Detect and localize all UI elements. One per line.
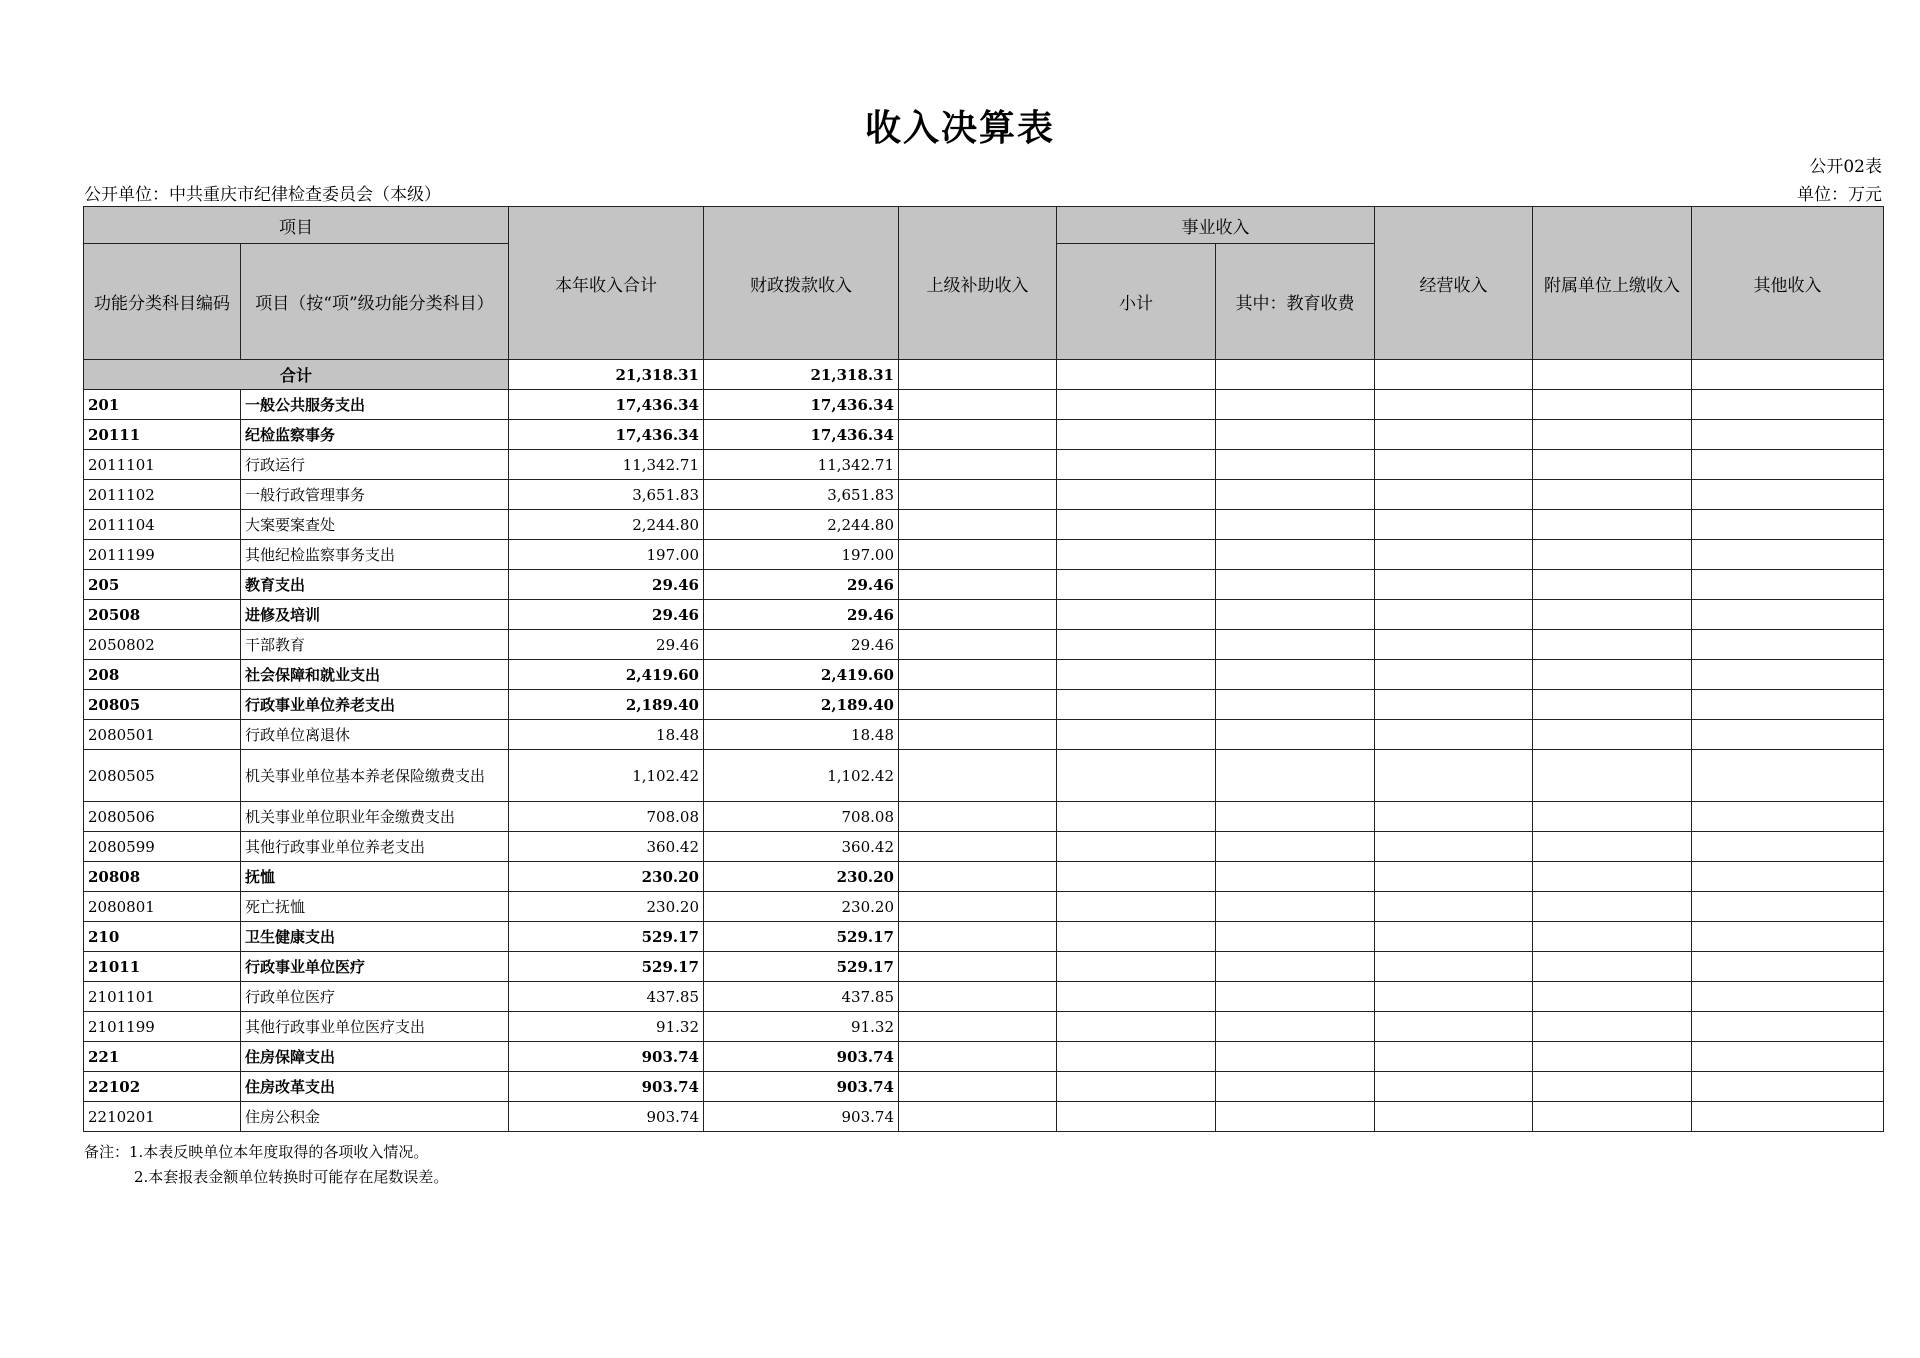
empty-cell <box>1375 480 1533 510</box>
empty-cell <box>1375 1102 1533 1132</box>
empty-cell <box>1533 832 1692 862</box>
cell-name: 死亡抚恤 <box>241 892 509 922</box>
cell-total: 2,189.40 <box>509 690 704 720</box>
empty-cell <box>1533 1102 1692 1132</box>
cell-code: 2101199 <box>84 1012 241 1042</box>
empty-cell <box>1533 630 1692 660</box>
table-row <box>84 420 1884 450</box>
cell-name: 住房保障支出 <box>241 1042 509 1072</box>
header-business: 事业收入 <box>1057 207 1375 244</box>
empty-cell <box>1216 690 1375 720</box>
cell-total: 11,342.71 <box>509 450 704 480</box>
empty-cell <box>1375 630 1533 660</box>
cell-code: 20808 <box>84 862 241 892</box>
empty-cell <box>1692 720 1884 750</box>
empty-cell <box>1057 630 1216 660</box>
table-row <box>84 1102 1884 1132</box>
cell-total: 903.74 <box>509 1042 704 1072</box>
table-row <box>84 630 1884 660</box>
cell-code: 2210201 <box>84 1102 241 1132</box>
empty-cell <box>1375 892 1533 922</box>
empty-cell <box>1216 832 1375 862</box>
cell-code: 2080801 <box>84 892 241 922</box>
cell-total: 529.17 <box>509 922 704 952</box>
empty-cell <box>1216 922 1375 952</box>
cell-name: 卫生健康支出 <box>241 922 509 952</box>
empty-cell <box>1692 750 1884 802</box>
empty-cell <box>1216 1012 1375 1042</box>
cell-total: 29.46 <box>509 600 704 630</box>
empty-cell <box>1375 1072 1533 1102</box>
cell-code: 2050802 <box>84 630 241 660</box>
total-label: 合计 <box>84 360 509 390</box>
empty-cell <box>1692 630 1884 660</box>
empty-cell <box>1057 570 1216 600</box>
cell-code: 2011101 <box>84 450 241 480</box>
empty-cell <box>1533 1042 1692 1072</box>
cell-fiscal: 17,436.34 <box>704 390 899 420</box>
empty-cell <box>1057 802 1216 832</box>
header-total: 本年收入合计 <box>509 207 704 360</box>
empty-cell <box>1057 1042 1216 1072</box>
empty-cell <box>1216 1042 1375 1072</box>
empty-cell <box>1216 540 1375 570</box>
cell-name: 教育支出 <box>241 570 509 600</box>
empty-cell <box>1216 570 1375 600</box>
header-subtotal: 小计 <box>1057 244 1216 360</box>
empty-cell <box>899 892 1057 922</box>
cell-code: 210 <box>84 922 241 952</box>
cell-name: 行政事业单位养老支出 <box>241 690 509 720</box>
empty-cell <box>1216 982 1375 1012</box>
cell-code: 205 <box>84 570 241 600</box>
cell-name: 进修及培训 <box>241 600 509 630</box>
table-row <box>84 982 1884 1012</box>
empty-cell <box>1216 1072 1375 1102</box>
cell-total: 529.17 <box>509 952 704 982</box>
empty-cell <box>1057 1102 1216 1132</box>
cell-fiscal: 529.17 <box>704 952 899 982</box>
empty-cell <box>899 540 1057 570</box>
empty-cell <box>899 570 1057 600</box>
empty-cell <box>1375 750 1533 802</box>
empty-cell <box>1216 600 1375 630</box>
cell-total: 18.48 <box>509 720 704 750</box>
empty-cell <box>1375 510 1533 540</box>
cell-code: 2080599 <box>84 832 241 862</box>
empty-cell <box>1057 450 1216 480</box>
cell-fiscal: 29.46 <box>704 570 899 600</box>
cell-code: 20508 <box>84 600 241 630</box>
table-row <box>84 390 1884 420</box>
cell-fiscal: 11,342.71 <box>704 450 899 480</box>
empty-cell <box>1533 390 1692 420</box>
empty-cell <box>1375 660 1533 690</box>
empty-cell <box>1375 952 1533 982</box>
header-fiscal: 财政拨款收入 <box>704 207 899 360</box>
empty-cell <box>1057 360 1216 390</box>
empty-cell <box>899 1042 1057 1072</box>
empty-cell <box>1375 600 1533 630</box>
empty-cell <box>1375 720 1533 750</box>
empty-cell <box>1057 982 1216 1012</box>
header-edu: 其中：教育收费 <box>1216 244 1375 360</box>
form-number: 公开02表 <box>1809 157 1882 177</box>
table-row <box>84 862 1884 892</box>
table-row <box>84 690 1884 720</box>
empty-cell <box>1216 952 1375 982</box>
empty-cell <box>1057 1072 1216 1102</box>
empty-cell <box>899 862 1057 892</box>
cell-name: 住房公积金 <box>241 1102 509 1132</box>
empty-cell <box>899 720 1057 750</box>
empty-cell <box>1216 450 1375 480</box>
empty-cell <box>1692 540 1884 570</box>
empty-cell <box>1375 450 1533 480</box>
cell-total: 17,436.34 <box>509 420 704 450</box>
cell-code: 201 <box>84 390 241 420</box>
empty-cell <box>1375 1042 1533 1072</box>
empty-cell <box>899 510 1057 540</box>
cell-total: 708.08 <box>509 802 704 832</box>
empty-cell <box>899 1012 1057 1042</box>
cell-name: 其他行政事业单位养老支出 <box>241 832 509 862</box>
empty-cell <box>1375 982 1533 1012</box>
empty-cell <box>1216 420 1375 450</box>
cell-name: 其他纪检监察事务支出 <box>241 540 509 570</box>
header-project: 项目 <box>84 207 509 244</box>
cell-fiscal: 529.17 <box>704 922 899 952</box>
cell-total: 2,244.80 <box>509 510 704 540</box>
empty-cell <box>1216 390 1375 420</box>
empty-cell <box>1692 1072 1884 1102</box>
empty-cell <box>899 922 1057 952</box>
empty-cell <box>1216 360 1375 390</box>
empty-cell <box>1533 982 1692 1012</box>
note-2: 2.本套报表金额单位转换时可能存在尾数误差。 <box>134 1168 449 1186</box>
cell-name: 大案要案查处 <box>241 510 509 540</box>
cell-total: 91.32 <box>509 1012 704 1042</box>
empty-cell <box>1692 952 1884 982</box>
empty-cell <box>1692 1102 1884 1132</box>
cell-fiscal: 708.08 <box>704 802 899 832</box>
empty-cell <box>1692 510 1884 540</box>
cell-fiscal: 29.46 <box>704 630 899 660</box>
empty-cell <box>1057 832 1216 862</box>
empty-cell <box>1057 750 1216 802</box>
cell-code: 22102 <box>84 1072 241 1102</box>
empty-cell <box>1375 420 1533 450</box>
empty-cell <box>1375 690 1533 720</box>
empty-cell <box>1692 1012 1884 1042</box>
cell-fiscal: 17,436.34 <box>704 420 899 450</box>
empty-cell <box>1216 720 1375 750</box>
cell-fiscal: 2,419.60 <box>704 660 899 690</box>
cell-fiscal: 230.20 <box>704 862 899 892</box>
empty-cell <box>899 390 1057 420</box>
cell-total: 230.20 <box>509 862 704 892</box>
empty-cell <box>1533 750 1692 802</box>
cell-code: 2101101 <box>84 982 241 1012</box>
empty-cell <box>1533 952 1692 982</box>
cell-code: 21011 <box>84 952 241 982</box>
cell-name: 行政事业单位医疗 <box>241 952 509 982</box>
header-item: 项目（按“项”级功能分类科目） <box>241 244 509 360</box>
table-row <box>84 802 1884 832</box>
empty-cell <box>1057 600 1216 630</box>
empty-cell <box>899 690 1057 720</box>
table-row <box>84 1042 1884 1072</box>
cell-code: 2080505 <box>84 750 241 802</box>
cell-name: 一般行政管理事务 <box>241 480 509 510</box>
empty-cell <box>1057 892 1216 922</box>
empty-cell <box>1533 510 1692 540</box>
notes <box>84 1140 448 1190</box>
empty-cell <box>899 450 1057 480</box>
empty-cell <box>1216 1102 1375 1132</box>
table-row <box>84 922 1884 952</box>
cell-total: 903.74 <box>509 1102 704 1132</box>
cell-name: 一般公共服务支出 <box>241 390 509 420</box>
income-table <box>83 206 1884 1132</box>
empty-cell <box>1692 862 1884 892</box>
empty-cell <box>1375 540 1533 570</box>
empty-cell <box>1692 600 1884 630</box>
empty-cell <box>1533 720 1692 750</box>
empty-cell <box>1057 952 1216 982</box>
cell-code: 2080501 <box>84 720 241 750</box>
empty-cell <box>899 952 1057 982</box>
table-row <box>84 540 1884 570</box>
empty-cell <box>1057 690 1216 720</box>
empty-cell <box>1216 630 1375 660</box>
table-row <box>84 952 1884 982</box>
cell-fiscal: 91.32 <box>704 1012 899 1042</box>
empty-cell <box>1533 1072 1692 1102</box>
cell-fiscal: 230.20 <box>704 892 899 922</box>
cell-name: 行政单位离退休 <box>241 720 509 750</box>
empty-cell <box>899 1102 1057 1132</box>
empty-cell <box>1692 480 1884 510</box>
table-row <box>84 570 1884 600</box>
cell-total: 1,102.42 <box>509 750 704 802</box>
empty-cell <box>1692 982 1884 1012</box>
empty-cell <box>1375 802 1533 832</box>
table-row <box>84 750 1884 802</box>
empty-cell <box>1375 1012 1533 1042</box>
empty-cell <box>1375 832 1533 862</box>
empty-cell <box>899 750 1057 802</box>
empty-cell <box>1216 750 1375 802</box>
empty-cell <box>1533 600 1692 630</box>
empty-cell <box>1692 832 1884 862</box>
empty-cell <box>1375 862 1533 892</box>
empty-cell <box>1533 540 1692 570</box>
cell-name: 纪检监察事务 <box>241 420 509 450</box>
empty-cell <box>1216 510 1375 540</box>
empty-cell <box>1533 892 1692 922</box>
total-row <box>84 360 1884 390</box>
table-row <box>84 720 1884 750</box>
empty-cell <box>899 660 1057 690</box>
empty-cell <box>1533 570 1692 600</box>
table-row <box>84 510 1884 540</box>
document-title: 收入决算表 <box>864 107 1055 149</box>
empty-cell <box>1375 570 1533 600</box>
empty-cell <box>1057 480 1216 510</box>
empty-cell <box>1057 1012 1216 1042</box>
cell-name: 行政单位医疗 <box>241 982 509 1012</box>
cell-name: 抚恤 <box>241 862 509 892</box>
empty-cell <box>899 480 1057 510</box>
table-row <box>84 660 1884 690</box>
cell-total: 29.46 <box>509 630 704 660</box>
empty-cell <box>899 360 1057 390</box>
table-row <box>84 892 1884 922</box>
empty-cell <box>899 600 1057 630</box>
table-row <box>84 1072 1884 1102</box>
empty-cell <box>899 982 1057 1012</box>
empty-cell <box>1216 862 1375 892</box>
empty-cell <box>1533 660 1692 690</box>
cell-code: 20805 <box>84 690 241 720</box>
currency-unit: 单位：万元 <box>1797 185 1882 205</box>
empty-cell <box>1692 450 1884 480</box>
empty-cell <box>1216 802 1375 832</box>
empty-cell <box>1692 660 1884 690</box>
header-affiliate: 附属单位上缴收入 <box>1533 207 1692 360</box>
cell-code: 2011102 <box>84 480 241 510</box>
empty-cell <box>1533 802 1692 832</box>
empty-cell <box>1057 420 1216 450</box>
empty-cell <box>1216 660 1375 690</box>
empty-cell <box>1216 480 1375 510</box>
cell-fiscal: 3,651.83 <box>704 480 899 510</box>
cell-total: 230.20 <box>509 892 704 922</box>
empty-cell <box>1375 922 1533 952</box>
empty-cell <box>1692 802 1884 832</box>
cell-fiscal: 360.42 <box>704 832 899 862</box>
empty-cell <box>1533 480 1692 510</box>
empty-cell <box>1057 922 1216 952</box>
empty-cell <box>899 802 1057 832</box>
header-superior: 上级补助收入 <box>899 207 1057 360</box>
table-body <box>84 360 1884 1132</box>
cell-fiscal: 903.74 <box>704 1072 899 1102</box>
cell-fiscal: 2,244.80 <box>704 510 899 540</box>
empty-cell <box>1692 390 1884 420</box>
cell-fiscal: 903.74 <box>704 1042 899 1072</box>
cell-total: 197.00 <box>509 540 704 570</box>
header-operating: 经营收入 <box>1375 207 1533 360</box>
cell-fiscal: 197.00 <box>704 540 899 570</box>
cell-fiscal: 18.48 <box>704 720 899 750</box>
cell-code: 208 <box>84 660 241 690</box>
empty-cell <box>899 630 1057 660</box>
empty-cell <box>1692 1042 1884 1072</box>
empty-cell <box>1057 720 1216 750</box>
cell-name: 住房改革支出 <box>241 1072 509 1102</box>
empty-cell <box>1057 660 1216 690</box>
cell-total: 3,651.83 <box>509 480 704 510</box>
total-fiscal: 21,318.31 <box>704 360 899 390</box>
table-row <box>84 600 1884 630</box>
cell-fiscal: 437.85 <box>704 982 899 1012</box>
cell-code: 2011104 <box>84 510 241 540</box>
cell-code: 2080506 <box>84 802 241 832</box>
empty-cell <box>1692 570 1884 600</box>
cell-total: 17,436.34 <box>509 390 704 420</box>
cell-name: 行政运行 <box>241 450 509 480</box>
header-code: 功能分类科目编码 <box>84 244 241 360</box>
empty-cell <box>1375 390 1533 420</box>
note-1: 备注：1.本表反映单位本年度取得的各项收入情况。 <box>84 1143 429 1161</box>
empty-cell <box>899 1072 1057 1102</box>
empty-cell <box>1216 892 1375 922</box>
cell-name: 机关事业单位基本养老保险缴费支出 <box>241 750 509 802</box>
empty-cell <box>1533 360 1692 390</box>
empty-cell <box>1692 922 1884 952</box>
empty-cell <box>1533 1012 1692 1042</box>
cell-fiscal: 29.46 <box>704 600 899 630</box>
cell-total: 29.46 <box>509 570 704 600</box>
empty-cell <box>1533 420 1692 450</box>
cell-name: 其他行政事业单位医疗支出 <box>241 1012 509 1042</box>
cell-fiscal: 1,102.42 <box>704 750 899 802</box>
cell-total: 437.85 <box>509 982 704 1012</box>
empty-cell <box>1375 360 1533 390</box>
cell-code: 2011199 <box>84 540 241 570</box>
empty-cell <box>899 832 1057 862</box>
table-row <box>84 480 1884 510</box>
empty-cell <box>1692 420 1884 450</box>
cell-total: 903.74 <box>509 1072 704 1102</box>
empty-cell <box>1057 510 1216 540</box>
empty-cell <box>1533 862 1692 892</box>
header-other: 其他收入 <box>1692 207 1884 360</box>
empty-cell <box>1533 450 1692 480</box>
cell-fiscal: 2,189.40 <box>704 690 899 720</box>
empty-cell <box>1533 690 1692 720</box>
empty-cell <box>1533 922 1692 952</box>
cell-total: 2,419.60 <box>509 660 704 690</box>
table-row <box>84 450 1884 480</box>
reporting-unit: 公开单位：中共重庆市纪律检查委员会（本级） <box>84 185 441 205</box>
empty-cell <box>1692 892 1884 922</box>
empty-cell <box>1692 690 1884 720</box>
empty-cell <box>1692 360 1884 390</box>
table-row <box>84 832 1884 862</box>
empty-cell <box>1057 390 1216 420</box>
total-amount: 21,318.31 <box>509 360 704 390</box>
table-row <box>84 1012 1884 1042</box>
empty-cell <box>1057 862 1216 892</box>
cell-name: 机关事业单位职业年金缴费支出 <box>241 802 509 832</box>
cell-code: 20111 <box>84 420 241 450</box>
empty-cell <box>899 420 1057 450</box>
cell-name: 社会保障和就业支出 <box>241 660 509 690</box>
cell-total: 360.42 <box>509 832 704 862</box>
cell-fiscal: 903.74 <box>704 1102 899 1132</box>
cell-name: 干部教育 <box>241 630 509 660</box>
cell-code: 221 <box>84 1042 241 1072</box>
empty-cell <box>1057 540 1216 570</box>
